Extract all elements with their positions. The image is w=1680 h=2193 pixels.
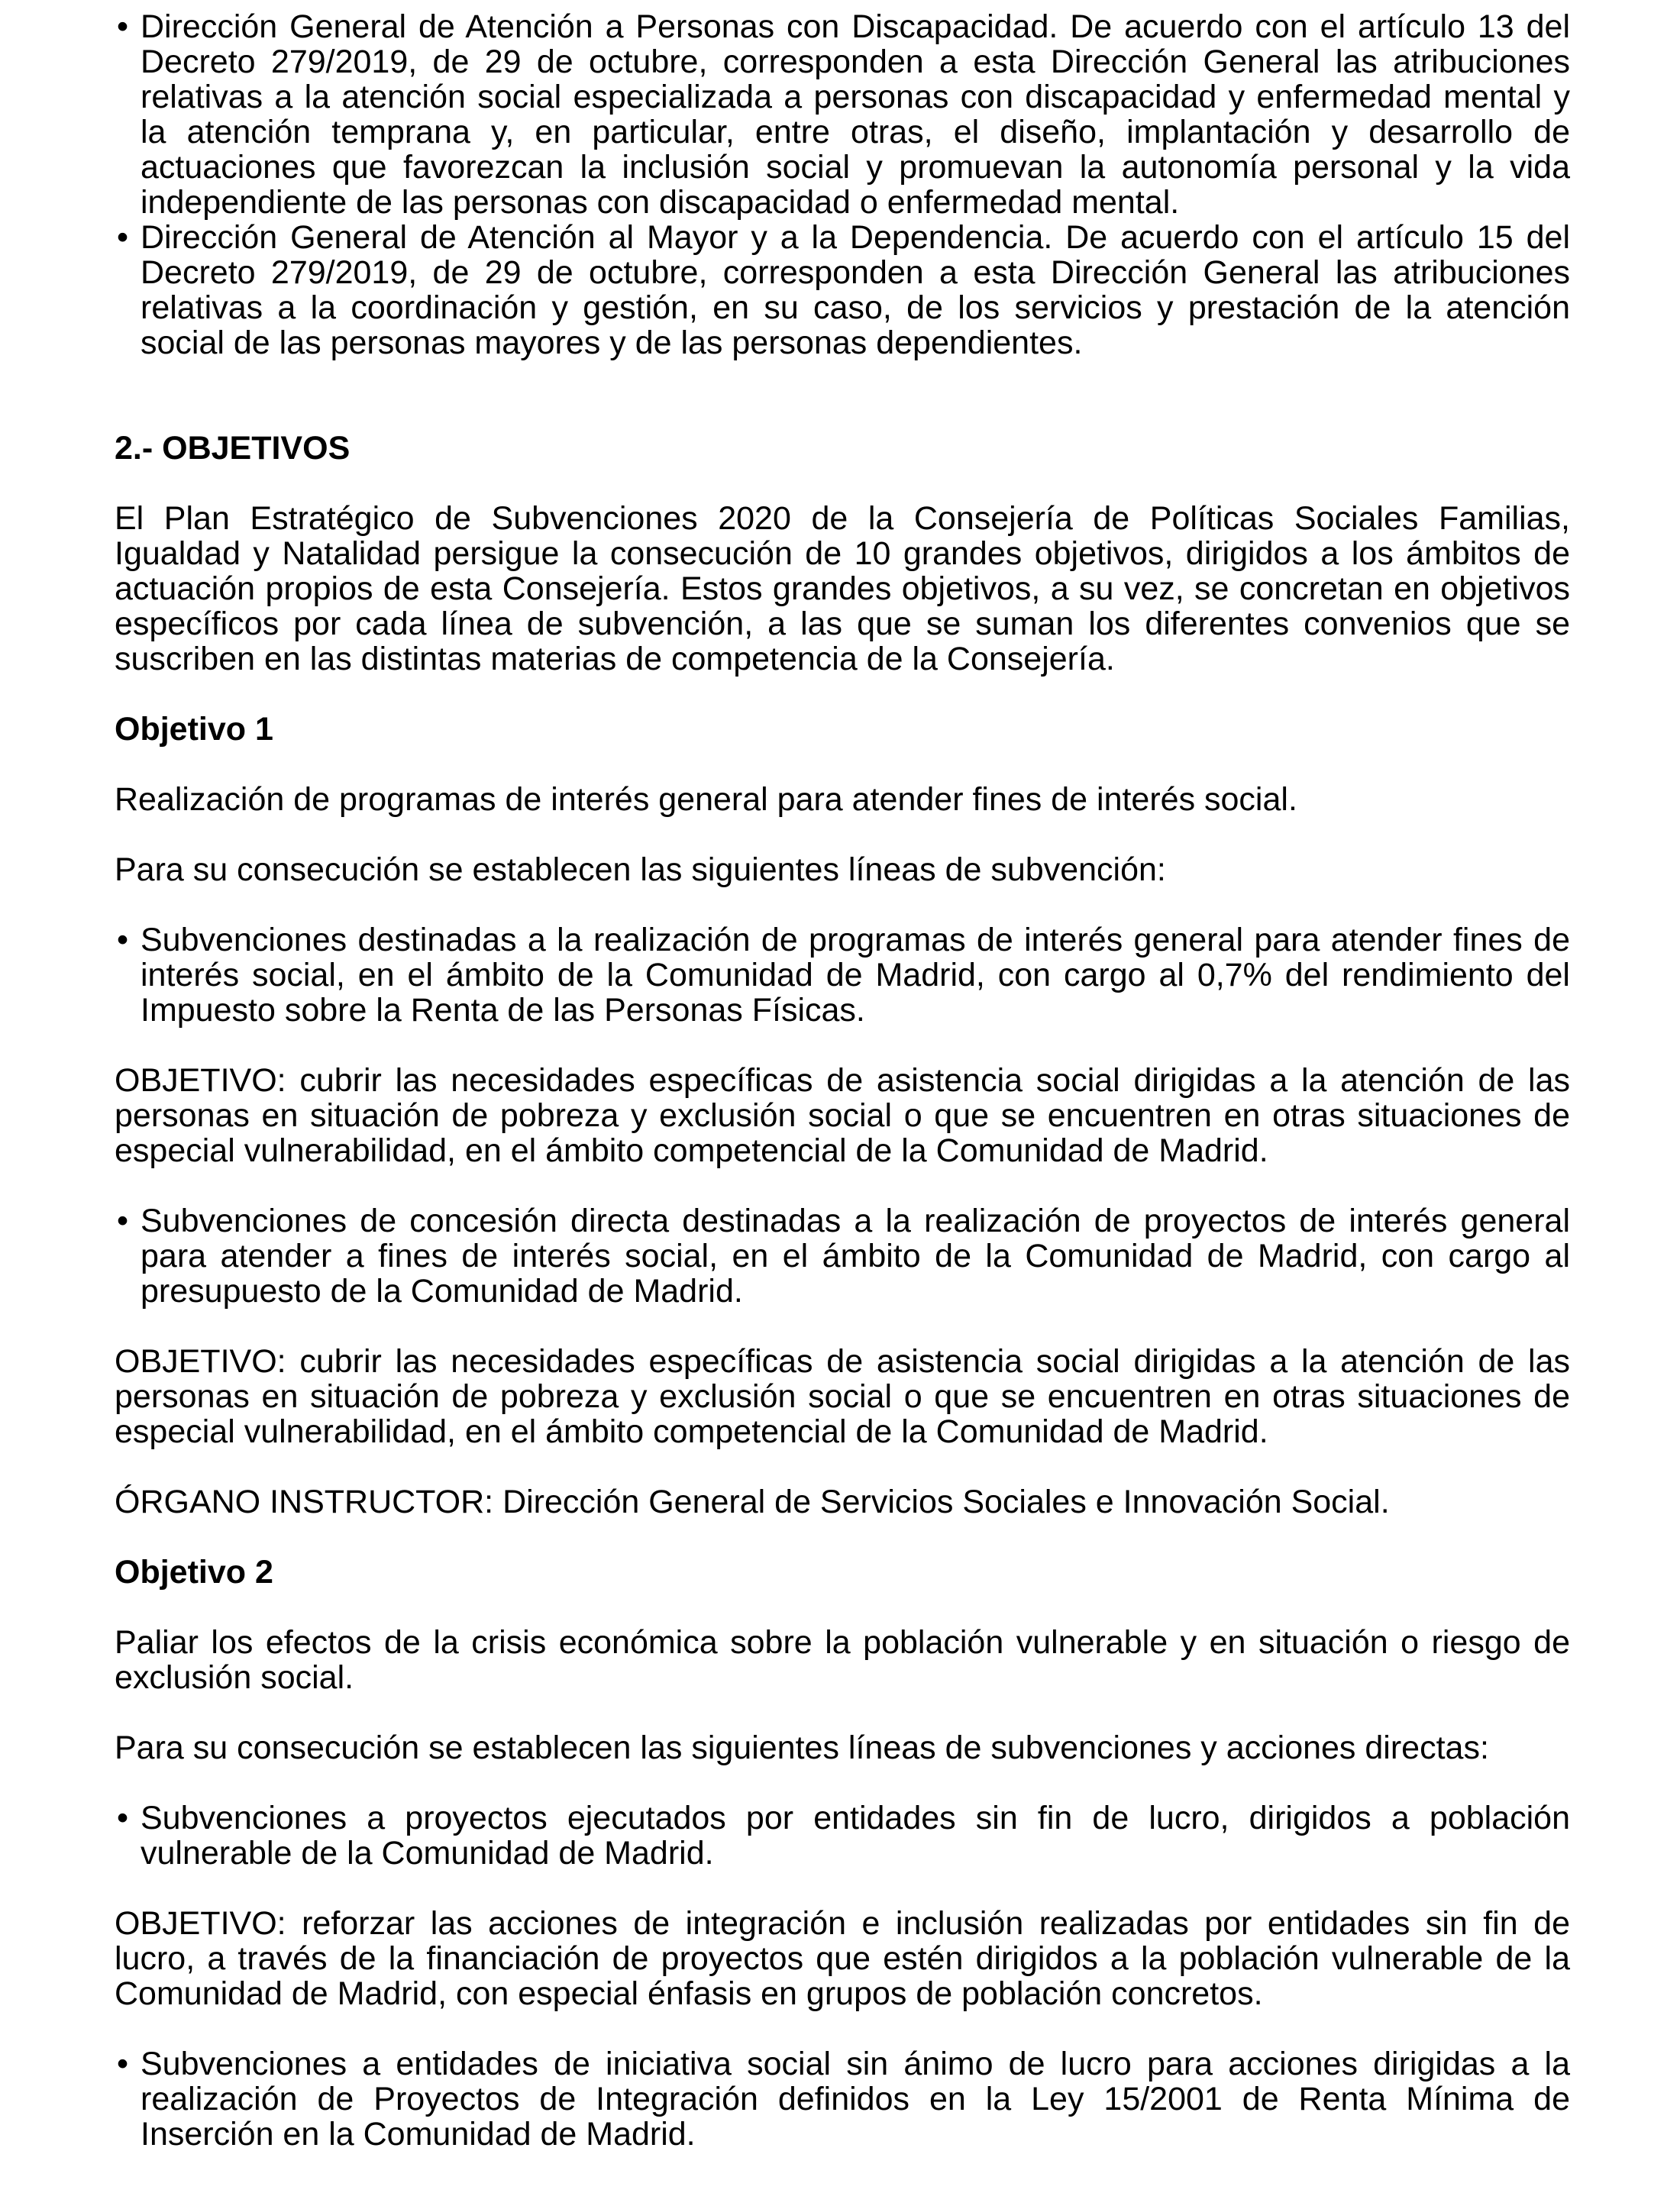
objetivo-1-heading: Objetivo 1: [115, 711, 273, 748]
bullet-item-direccion-mayor: [115, 220, 1570, 360]
bullet-text: Subvenciones a proyectos ejecutados por entidades sin fin de lucro, dirigidos a población vulnerable de la Comunidad de Madrid.: [141, 1800, 1570, 1872]
paragraph-plan-estrategico: El Plan Estratégico de Subvenciones 2020 de la Consejería de Políticas Sociales Familias, Igualdad y Natalidad persigue la consecución de 10 grandes objetivos, dirigidos a los ámbitos de actuación propios de esta Consejería. Estos grandes objetivos, a su vez, se concretan en objetivos específicos por cada línea de subvención, a las que se suman los diferentes convenios que se suscriben en las distintas materias de competencia de la Consejería.: [115, 500, 1570, 677]
bullet-marker: •: [117, 1800, 129, 1836]
paragraph-para-consecucion-1: Para su consecución se establecen las siguientes líneas de subvención:: [115, 851, 1166, 888]
paragraph-objetivo-cubrir-1: OBJETIVO: cubrir las necesidades específicas de asistencia social dirigidas a la atención de las personas en situación de pobreza y exclusión social o que se encuentren en otras situaciones de especial vulnerabilidad, en el ámbito competencial de la Comunidad de Madrid.: [115, 1062, 1570, 1169]
bullet-marker: •: [117, 1203, 129, 1239]
paragraph-objetivo-reforzar: OBJETIVO: reforzar las acciones de integración e inclusión realizadas por entidades sin fin de lucro, a través de la financiación de proyectos que estén dirigidos a la población vulnerable de la Comunidad de Madrid, con especial énfasis en grupos de población concretos.: [115, 1905, 1570, 2012]
paragraph-paliar-efectos: Paliar los efectos de la crisis económica sobre la población vulnerable y en situación o riesgo de exclusión social.: [115, 1624, 1570, 1696]
bullet-marker: •: [117, 2046, 129, 2082]
section-heading-objetivos: 2.- OBJETIVOS: [115, 430, 351, 467]
paragraph-organo-instructor: ÓRGANO INSTRUCTOR: Dirección General de Servicios Sociales e Innovación Social.: [115, 1484, 1390, 1520]
bullet-text: Subvenciones destinadas a la realización de programas de interés general para atender fines de interés social, en el ámbito de la Comunidad de Madrid, con cargo al 0,7% del rendimiento del Impuesto sobre la Renta de las Personas Físicas.: [141, 922, 1570, 1029]
paragraph-para-consecucion-2: Para su consecución se establecen las siguientes líneas de subvenciones y acciones directas:: [115, 1730, 1489, 1766]
bullet-text: Dirección General de Atención a Personas con Discapacidad. De acuerdo con el artículo 13 del Decreto 279/2019, de 29 de octubre, corresponden a esta Dirección General las atribuciones relativas a la atención social especializada a personas con discapacidad y enfermedad mental y la atención temprana y, en particular, entre otras, el diseño, implantación y desarrollo de actuaciones que favorezcan la inclusión social y promuevan la autonomía personal y la vida independiente de las personas con discapacidad o enfermedad mental.: [141, 8, 1570, 221]
bullet-marker: •: [117, 8, 129, 45]
bullet-item-direccion-discapacidad: [115, 9, 1570, 220]
paragraph-objetivo-cubrir-2: OBJETIVO: cubrir las necesidades específicas de asistencia social dirigidas a la atención de las personas en situación de pobreza y exclusión social o que se encuentren en otras situaciones de especial vulnerabilidad, en el ámbito competencial de la Comunidad de Madrid.: [115, 1343, 1570, 1450]
bullet-text: Subvenciones de concesión directa destinadas a la realización de proyectos de interés general para atender a fines de interés social, en el ámbito de la Comunidad de Madrid, con cargo al presupuesto de la Comunidad de Madrid.: [141, 1203, 1570, 1310]
paragraph-realizacion-programas: Realización de programas de interés general para atender fines de interés social.: [115, 781, 1297, 818]
bullet-item-subvenciones-concesion-directa: [115, 1203, 1570, 1309]
bullet-marker: •: [117, 922, 129, 958]
bullet-marker: •: [117, 219, 129, 256]
objetivo-2-heading: Objetivo 2: [115, 1554, 273, 1591]
bullet-item-subvenciones-proyectos: [115, 1801, 1570, 1871]
bullet-text: Subvenciones a entidades de iniciativa social sin ánimo de lucro para acciones dirigidas a la realización de Proyectos de Integración definidos en la Ley 15/2001 de Renta Mínima de Inserción en la Comunidad de Madrid.: [141, 2046, 1570, 2153]
bullet-item-subvenciones-programas: [115, 922, 1570, 1028]
bullet-item-subvenciones-entidades: [115, 2046, 1570, 2152]
bullet-text: Dirección General de Atención al Mayor y a la Dependencia. De acuerdo con el artículo 15 del Decreto 279/2019, de 29 de octubre, corresponden a esta Dirección General las atribuciones relativas a la coordinación y gestión, en su caso, de los servicios y prestación de la atención social de las personas mayores y de las personas dependientes.: [141, 219, 1570, 361]
